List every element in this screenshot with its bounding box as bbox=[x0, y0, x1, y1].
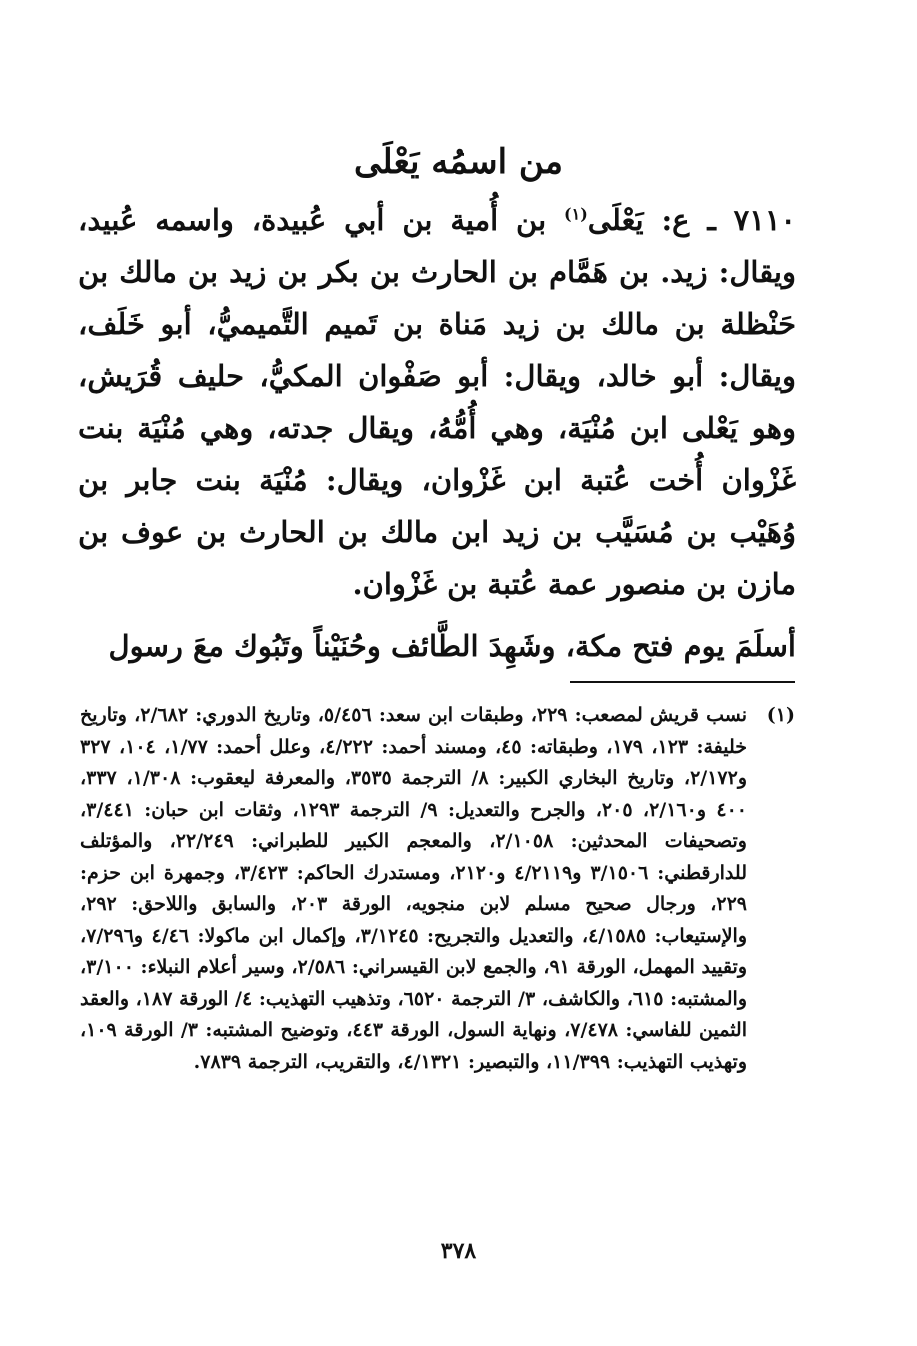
entry-body bbox=[78, 194, 796, 672]
page-number: ٣٧٨ bbox=[440, 1238, 477, 1264]
entry-paragraph-2: أسلَمَ يوم فتح مكة، وشَهِدَ الطَّائف وحُنَيْناً وتَبُوك معَ رسول bbox=[108, 629, 796, 663]
footnote-number: (١) bbox=[766, 704, 795, 726]
entry-paragraph-1-text: بن أُمية بن أبي عُبيدة، واسمه عُبيد، ويقال: زيد. بن هَمَّام بن الحارث بن بكر بن زيد بن مالك بن حَنْظلة بن مالك بن زيد مَناة بن تَميم التَّميميُّ، أبو خَلَف، ويقال: أبو خالد، ويقال: أبو صَفْوان المكيُّ، حليف قُرَيش، وهو يَعْلى ابن مُنْيَة، وهي أُمُّهُ، ويقال جدته، وهي مُنْيَة بنت غَزْوان أُخت عُتبة ابن غَزْوان، ويقال: مُنْيَة بنت جابر بن وُهَيْب بن مُسَيَّب بن زيد ابن مالك بن الحارث بن عوف بن مازن بن منصور عمة عُتبة بن غَزْوان. bbox=[78, 203, 796, 601]
section-heading: من اسمُه يَعْلَى bbox=[353, 142, 564, 182]
footnote-text: نسب قريش لمصعب: ٢٢٩، وطبقات ابن سعد: ٥/٤٥٦، وتاريخ الدوري: ٢/٦٨٢، وتاريخ خليفة: ١٢٣، ١٧٩، وطبقاته: ٤٥، ومسند أحمد: ٤/٢٢٢، وعلل أحمد: ١/٧٧، ١٠٤، ٣٢٧ و٢/١٧٢، وتاريخ البخاري الكبير: ٨/ الترجمة ٣٥٣٥، والمعرفة ليعقوب: ١/٣٠٨، ٣٣٧، ٤٠٠ و٢/١٦٠، ٢٠٥، والجرح والتعديل: ٩/ الترجمة ١٢٩٣، وثقات ابن حبان: ٣/٤٤١، وتصحيفات المحدثين: ٢/١٠٥٨، والمعجم الكبير للطبراني: ٢٢/٢٤٩، والمؤتلف للدارقطني: ٣/١٥٠٦ و٤/٢١١٩ و٢١٢٠، ومستدرك الحاكم: ٣/٤٢٣، وجمهرة ابن حزم: ٢٢٩، ورجال صحيح مسلم لابن منجويه، الورقة ٢٠٣، والسابق واللاحق: ٢٩٢، والإستيعاب: ٤/١٥٨٥، والتعديل والتجريح: ٣/١٢٤٥، وإكمال ابن ماكولا: ٤/٤٦ و٧/٢٩٦، وتقييد المهمل، الورقة ٩١، والجمع لابن القيسراني: ٢/٥٨٦، وسير أعلام النبلاء: ٣/١٠٠، والمشتبه: ٦١٥، والكاشف، ٣/ الترجمة ٦٥٢٠، وتذهيب التهذيب: ٤/ الورقة ١٨٧، والعقد الثمين للفاسي: ٧/٤٧٨، ونهاية السول، الورقة ٤٤٣، وتوضيح المشتبه: ٣/ الورقة ١٠٩، وتهذيب التهذيب: ١١/٣٩٩، والتبصير: ٤/١٣٢١، والتقريب، الترجمة ٧٨٣٩. bbox=[80, 704, 748, 1073]
entry-paragraph-1 bbox=[78, 194, 796, 610]
footnote bbox=[80, 700, 795, 1078]
entry-number-and-name: ٧١١٠ ـ ع: يَعْلَى bbox=[587, 203, 796, 237]
footnote-separator bbox=[570, 681, 795, 683]
footnote-marker[interactable]: (١) bbox=[564, 204, 588, 224]
